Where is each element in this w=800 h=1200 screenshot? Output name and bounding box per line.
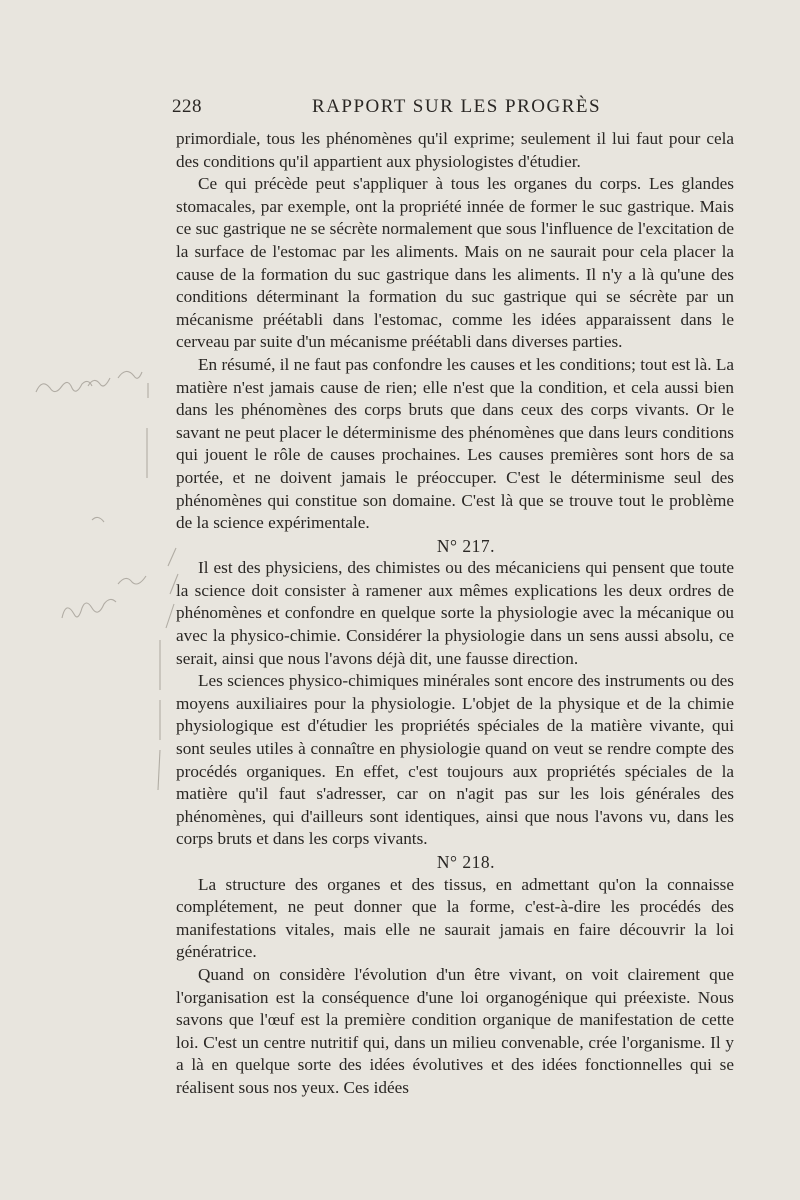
text-body (176, 128, 734, 1100)
page-number: 228 (172, 96, 202, 117)
paragraph: Les sciences physico-chimiques minérales sont encore des instruments ou des moyens auxiliaires pour la physiologie. L'objet de la physique et de la chimie physiologique est d'étudier les propriétés spéciales de la matière vivante, qui sont seules utiles à connaître en physiologie quand on veut se rendre compte des procédés organiques. En effet, c'est toujours aux propriétés spéciales de la matière qu'il faut s'adresser, car on n'agit pas sur les lois générales des phénomènes, qui d'ailleurs sont identiques, ainsi que nous l'avons vu, dans les corps bruts et dans les corps vivants. (176, 671, 734, 849)
section-heading-217: N° 217. (436, 535, 496, 556)
running-title: RAPPORT SUR LES PROGRÈS (312, 96, 602, 117)
paragraph: Il est des physiciens, des chimistes ou des mécaniciens qui pensent que toute la science doit consister à ramener aux mêmes explications les deux ordres de phénomènes et confondre en quelque sorte la physiologie avec la mécanique ou avec la physico-chimie. Considérer la physiologie dans un sens aussi absolu, ce serait, ainsi que nous l'avons déjà dit, une fausse direction. (176, 558, 734, 668)
paragraph: Ce qui précède peut s'appliquer à tous les organes du corps. Les glandes stomacales, par exemple, ont la propriété innée de former le suc gastrique. Mais ce suc gastrique ne se sécrète normalement que sous l'influence de l'excitation de la surface de l'estomac par les aliments. Mais on ne saurait pour cela placer la cause de la formation du suc gastrique dans les aliments. Il n'y a là qu'une des conditions déterminant la formation du suc gastrique qui se sécrète par un mécanisme préétabli dans l'estomac, comme les idées apparaissent dans le cerveau par suite d'un mécanisme préétabli dans diverses parties. (176, 174, 734, 352)
paragraph: primordiale, tous les phénomènes qu'il exprime; seulement il lui faut pour cela des conditions qu'il appartient aux physiologistes d'étudier. (176, 129, 734, 171)
section-heading-218: N° 218. (436, 852, 496, 872)
paragraph: La structure des organes et des tissus, en admettant qu'on la connaisse complétement, ne peut donner que la forme, c'est-à-dire les procédés des manifestations vitales, mais elle ne saurait jamais en faire découvrir la loi génératrice. (176, 874, 734, 962)
page-header (172, 96, 732, 122)
paragraph: Quand on considère l'évolution d'un être vivant, on voit clairement que l'organisation est la conséquence d'une loi organogénique qui préexiste. Nous savons que l'œuf est la première condition organique de manifestation de cette loi. C'est un centre nutritif qui, dans un milieu convenable, crée l'organisme. Il y a là en quelque sorte des idées évolutives et des idées fonctionnelles qui se réalisent sous nos yeux. Ces idées (176, 964, 734, 1097)
paragraph: En résumé, il ne faut pas confondre les causes et les conditions; tout est là. La matière n'est jamais cause de rien; elle n'est que la condition, et cela aussi bien dans les phénomènes des corps bruts que dans ceux des corps vivants. Or le savant ne peut placer le déterminisme des phénomènes que dans leurs conditions qui jouent le rôle de causes prochaines. Les causes premières sont hors de sa portée, et ne doivent jamais le préoccuper. C'est le déterminisme seul des phénomènes qui constitue son domaine. C'est là que se trouve tout le problème de la science expérimentale. (176, 354, 734, 533)
